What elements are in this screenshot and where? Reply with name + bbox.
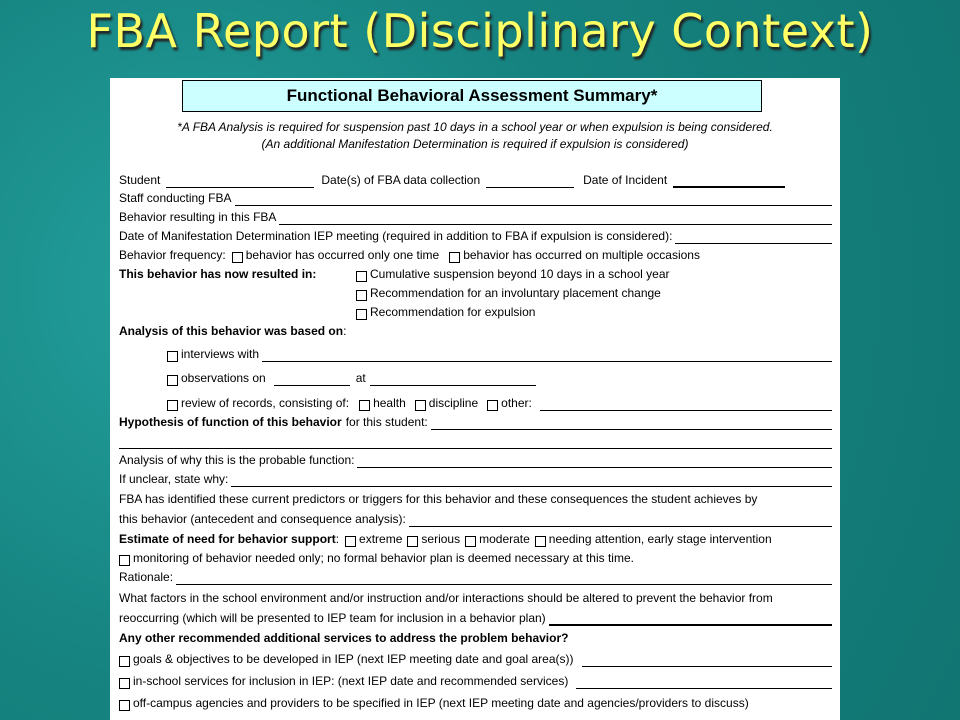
rationale-field[interactable] [176,572,832,585]
incident-date-label: Date of Incident [583,173,668,187]
freq-once-label: behavior has occurred only one time [245,248,440,262]
behavior-field[interactable] [279,212,832,225]
freq-multi-checkbox[interactable] [449,252,460,263]
estimate-label: Estimate of need for behavior support [119,532,336,546]
result-checkbox-2[interactable] [356,290,367,301]
inschool-field[interactable] [576,676,832,689]
estimate-colon: : [335,532,340,546]
health-label: health [373,396,406,410]
goals-field[interactable] [582,654,833,667]
serious-checkbox[interactable] [407,536,418,547]
discipline-label: discipline [428,396,479,410]
form-note-1: *A FBA Analysis is required for suspension past 10 days in a school year or when expulsion is being considered. [177,120,773,134]
interviews-field[interactable] [262,349,832,362]
staff-row [119,190,832,206]
collection-dates-label: Date(s) of FBA data collection [321,173,481,187]
manifestation-row [119,228,832,244]
frequency-label: Behavior frequency: [119,248,226,262]
collection-dates-field[interactable] [486,175,574,188]
hypothesis-row [119,414,832,430]
incident-date-field[interactable] [673,174,785,188]
moderate-label: moderate [479,532,530,546]
review-label: review of records, consisting of: [181,396,350,410]
predictors-row-2 [119,511,832,527]
result-row-2 [356,285,832,301]
unclear-label: If unclear, state why: [119,472,229,486]
staff-label: Staff conducting FBA [119,191,232,205]
result-checkbox-3[interactable] [356,309,367,320]
monitoring-label: monitoring of behavior needed only; no formal behavior plan is deemed necessary at this time. [133,551,634,565]
discipline-checkbox[interactable] [415,400,426,411]
moderate-checkbox[interactable] [465,536,476,547]
result-option-3: Recommendation for expulsion [370,305,536,319]
review-row [167,395,832,411]
factors-row-2 [119,610,832,626]
student-field[interactable] [166,175,314,188]
hypothesis-label: Hypothesis of function of this behavior [119,415,342,429]
health-checkbox[interactable] [359,400,370,411]
extreme-checkbox[interactable] [345,536,356,547]
observations-row [167,370,832,386]
result-option-1: Cumulative suspension beyond 10 days in a school year [370,267,670,281]
serious-label: serious [421,532,461,546]
other-services-label: Any other recommended additional services to address the problem behavior? [119,631,569,645]
behavior-label: Behavior resulting in this FBA [119,210,277,224]
form-note-2: (An additional Manifestation Determination is required if expulsion is considered) [261,137,689,151]
result-option-2: Recommendation for an involuntary placement change [370,286,661,300]
why-label: Analysis of why this is the probable function: [119,453,355,467]
inschool-row [119,673,832,689]
other-field[interactable] [540,398,832,411]
why-row [119,452,832,468]
monitoring-checkbox[interactable] [119,555,130,566]
rationale-row [119,569,832,585]
observations-label: observations on [181,371,266,385]
goals-label: goals & objectives to be developed in IEP (next IEP meeting date and goal area(s)) [133,652,574,666]
staff-field[interactable] [235,193,832,206]
hypothesis-row-2 [119,433,832,449]
freq-multi-label: behavior has occurred on multiple occasions [463,248,700,262]
interviews-label: interviews with [181,347,260,361]
manifestation-field[interactable] [675,231,832,244]
review-checkbox[interactable] [167,400,178,411]
interviews-row [167,346,832,362]
factors-field[interactable] [549,612,832,626]
other-checkbox[interactable] [487,400,498,411]
resulted-row [119,266,832,282]
unclear-row [119,471,832,487]
observations-date-field[interactable] [274,373,350,386]
other-services-row [119,630,832,646]
estimate-row [119,531,832,547]
predictors-field[interactable] [409,514,832,527]
hypothesis-rest: for this student: [345,415,428,429]
needing-checkbox[interactable] [535,536,546,547]
student-label: Student [119,173,161,187]
predictors-text-1: FBA has identified these current predictors or triggers for this behavior and these consequences the student achieves by [119,492,758,506]
result-checkbox-1[interactable] [356,271,367,282]
inschool-checkbox[interactable] [119,678,130,689]
predictors-row-1 [119,491,832,507]
factors-text-2: reoccurring (which will be presented to IEP team for inclusion in a behavior plan) [119,611,546,625]
frequency-row [119,247,832,263]
other-label: other: [501,396,532,410]
unclear-field[interactable] [231,474,832,487]
at-label: at [355,371,366,385]
extreme-label: extreme [359,532,403,546]
student-row [119,172,832,188]
resulted-label: This behavior has now resulted in: [119,267,317,281]
observations-place-field[interactable] [370,373,536,386]
inschool-label: in-school services for inclusion in IEP: (next IEP date and recommended services) [133,674,569,688]
needing-label: needing attention, early stage intervention [548,532,772,546]
freq-once-checkbox[interactable] [232,252,243,263]
analysis-label: Analysis of this behavior was based on [119,324,344,338]
result-row-3 [356,304,832,320]
offcampus-row [119,695,832,711]
manifestation-label: Date of Manifestation Determination IEP meeting (required in addition to FBA if expulsion is considered): [119,229,673,243]
fba-form-document [110,78,840,720]
goals-checkbox[interactable] [119,656,130,667]
predictors-text-2: this behavior (antecedent and consequence analysis): [119,512,406,526]
interviews-checkbox[interactable] [167,351,178,362]
analysis-row [119,323,832,339]
analysis-colon: : [343,324,347,338]
hypothesis-field[interactable] [431,417,832,430]
monitoring-row [119,550,832,566]
hypothesis-field-2[interactable] [119,436,832,449]
why-field[interactable] [357,455,832,468]
form-heading: Functional Behavioral Assessment Summary* [182,80,762,112]
offcampus-label: off-campus agencies and providers to be specified in IEP (next IEP meeting date and agencies/providers to discuss) [133,696,749,710]
observations-checkbox[interactable] [167,375,178,386]
behavior-row [119,209,832,225]
offcampus-checkbox[interactable] [119,700,130,711]
goals-row [119,651,832,667]
factors-row-1 [119,590,832,606]
rationale-label: Rationale: [119,570,174,584]
slide-title: FBA Report (Disciplinary Context) [86,4,874,58]
factors-text-1: What factors in the school environment and/or instruction and/or interactions should be altered to prevent the behavior from [119,591,773,605]
